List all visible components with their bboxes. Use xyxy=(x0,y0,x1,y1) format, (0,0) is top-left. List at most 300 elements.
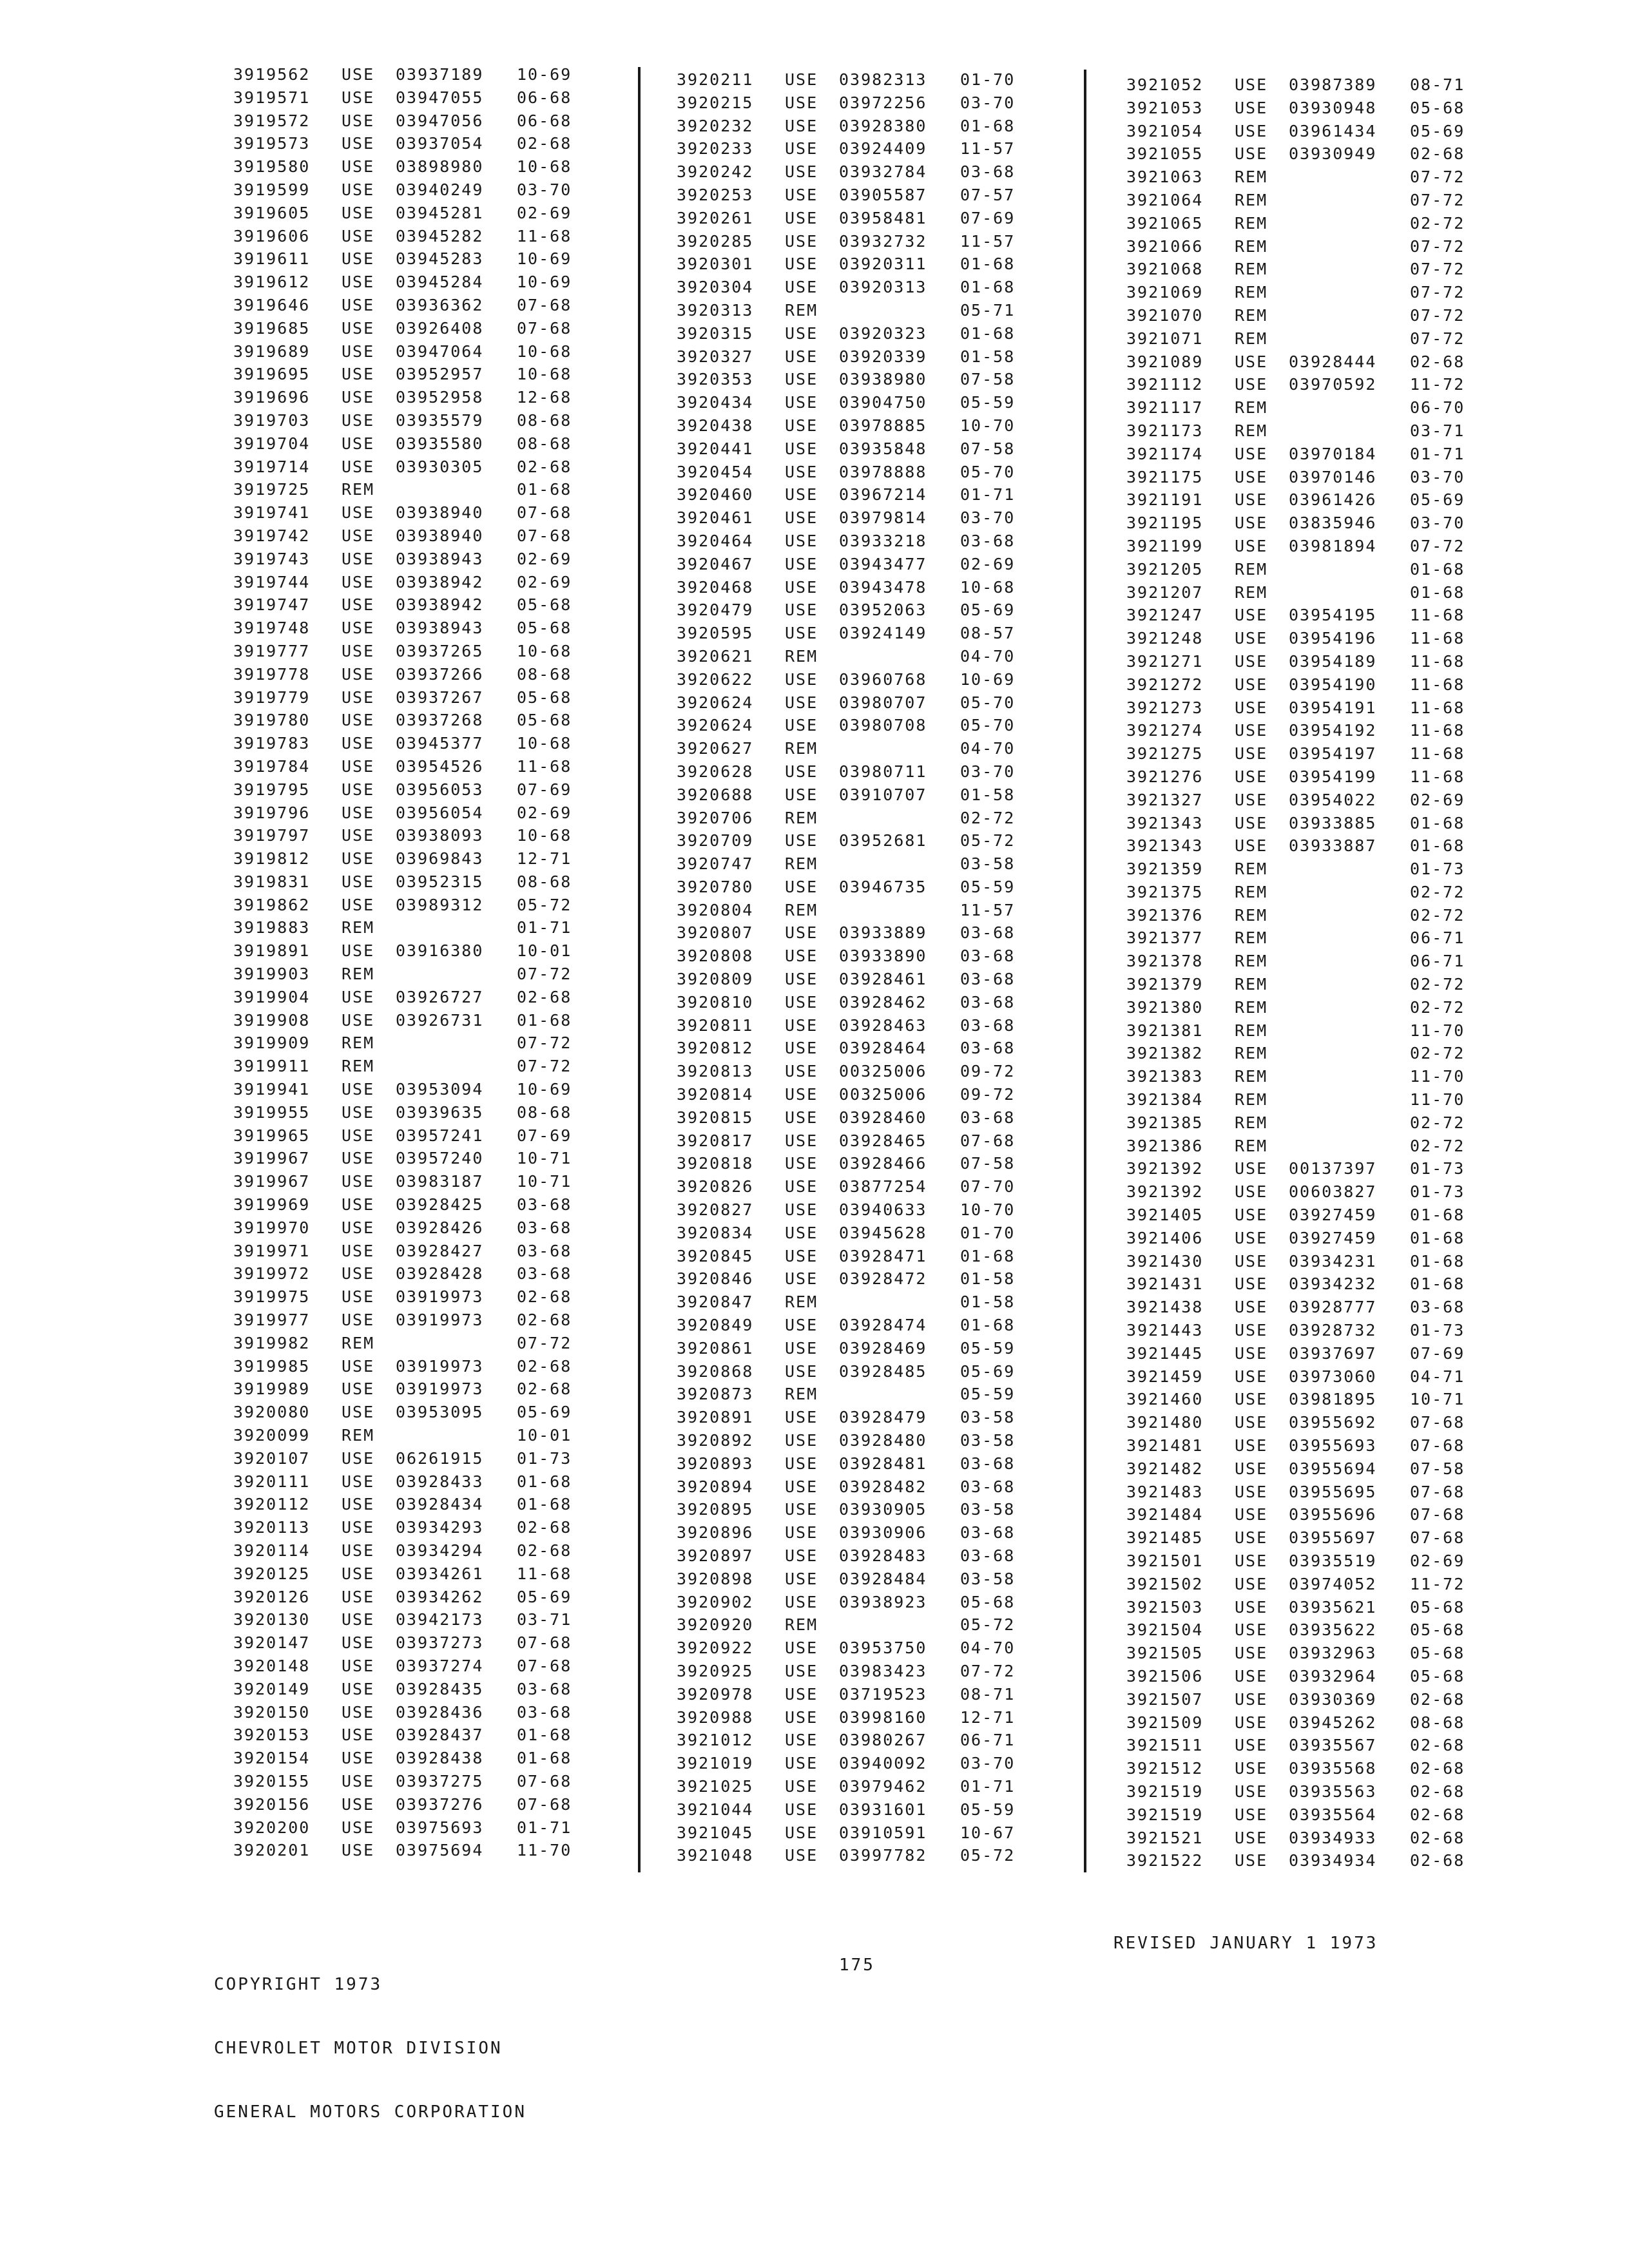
status-code: USE xyxy=(342,1518,375,1537)
part-number: 3920353 xyxy=(677,370,754,389)
part-number: 3921506 xyxy=(1126,1666,1204,1686)
part-number: 3920285 xyxy=(677,231,754,251)
part-row xyxy=(1126,1827,1474,1850)
part-number: 3919883 xyxy=(233,918,311,937)
effective-date: 11-70 xyxy=(1410,1067,1465,1086)
part-number: 3919783 xyxy=(233,734,311,753)
part-row xyxy=(233,1447,581,1470)
part-row xyxy=(677,368,1025,391)
part-row xyxy=(233,110,581,133)
replacement-part-number: 03934934 xyxy=(1289,1851,1377,1870)
part-number: 3919606 xyxy=(233,226,311,245)
replacement-part-number: 03928438 xyxy=(396,1749,484,1768)
effective-date: 01-70 xyxy=(960,70,1016,89)
part-row xyxy=(233,1216,581,1240)
status-code: USE xyxy=(1235,1367,1268,1386)
part-number: 3921271 xyxy=(1126,651,1204,671)
status-code: USE xyxy=(342,457,375,476)
status-code: REM xyxy=(1235,1044,1268,1063)
replacement-part-number: 03938980 xyxy=(839,370,927,389)
replacement-part-number: 03940249 xyxy=(396,180,484,199)
status-code: USE xyxy=(342,780,375,799)
part-number: 3920925 xyxy=(677,1661,754,1680)
part-number: 3919989 xyxy=(233,1379,311,1399)
part-row xyxy=(1126,1365,1474,1389)
effective-date: 10-68 xyxy=(517,641,572,660)
replacement-part-number: 03961426 xyxy=(1289,490,1377,510)
effective-date: 11-68 xyxy=(517,226,572,245)
replacement-part-number: 03974052 xyxy=(1289,1574,1377,1593)
effective-date: 10-69 xyxy=(517,249,572,269)
part-row xyxy=(1126,304,1474,327)
part-row xyxy=(233,1285,581,1309)
status-code: USE xyxy=(1235,1851,1268,1870)
status-code: USE xyxy=(1235,1321,1268,1340)
part-number: 3920441 xyxy=(677,439,754,458)
part-number: 3920125 xyxy=(233,1564,311,1583)
part-number: 3921482 xyxy=(1126,1459,1204,1478)
part-number: 3919985 xyxy=(233,1356,311,1376)
part-row xyxy=(1126,627,1474,650)
part-number: 3921438 xyxy=(1126,1298,1204,1317)
part-row xyxy=(677,899,1025,922)
part-number: 3919977 xyxy=(233,1311,311,1330)
status-code: USE xyxy=(785,831,818,850)
part-row xyxy=(677,299,1025,322)
part-number: 3920898 xyxy=(677,1569,754,1588)
part-number: 3919971 xyxy=(233,1241,311,1260)
part-row xyxy=(677,461,1025,484)
effective-date: 01-71 xyxy=(960,1776,1016,1796)
effective-date: 03-68 xyxy=(517,1195,572,1215)
replacement-part-number: 03930305 xyxy=(396,457,484,476)
effective-date: 02-69 xyxy=(517,549,572,568)
part-number: 3919972 xyxy=(233,1264,311,1283)
status-code: USE xyxy=(342,572,375,591)
status-code: USE xyxy=(342,1172,375,1191)
replacement-part-number: 03955696 xyxy=(1289,1505,1377,1524)
part-number: 3920808 xyxy=(677,947,754,966)
status-code: REM xyxy=(1235,421,1268,440)
effective-date: 02-72 xyxy=(1410,213,1465,233)
part-row xyxy=(1126,1065,1474,1088)
effective-date: 12-68 xyxy=(517,388,572,407)
effective-date: 05-68 xyxy=(517,595,572,615)
replacement-part-number: 03928483 xyxy=(839,1546,927,1565)
status-code: USE xyxy=(342,434,375,453)
part-row xyxy=(677,1083,1025,1106)
effective-date: 01-68 xyxy=(517,480,572,499)
effective-date: 03-70 xyxy=(960,93,1016,112)
part-row xyxy=(233,1032,581,1055)
replacement-part-number: 03928436 xyxy=(396,1702,484,1722)
replacement-part-number: 03952681 xyxy=(839,831,927,850)
status-code: USE xyxy=(342,410,375,430)
status-code: USE xyxy=(1235,767,1268,786)
effective-date: 06-70 xyxy=(1410,398,1465,418)
part-row xyxy=(233,1562,581,1586)
status-code: USE xyxy=(342,1541,375,1560)
part-number: 3921406 xyxy=(1126,1228,1204,1247)
effective-date: 08-68 xyxy=(517,872,572,891)
part-row xyxy=(1126,373,1474,396)
effective-date: 06-71 xyxy=(1410,952,1465,971)
effective-date: 02-72 xyxy=(1410,1044,1465,1063)
part-row xyxy=(1126,1734,1474,1757)
part-row xyxy=(677,968,1025,991)
part-number: 3920253 xyxy=(677,185,754,204)
effective-date: 01-68 xyxy=(517,1472,572,1491)
status-code: USE xyxy=(1235,721,1268,740)
status-code: REM xyxy=(785,1293,818,1312)
part-number: 3920464 xyxy=(677,531,754,550)
status-code: USE xyxy=(785,1776,818,1796)
effective-date: 06-71 xyxy=(1410,928,1465,948)
part-row xyxy=(677,783,1025,807)
part-row xyxy=(233,617,581,640)
part-number: 3919941 xyxy=(233,1080,311,1099)
effective-date: 01-68 xyxy=(960,278,1016,297)
part-row xyxy=(233,1724,581,1747)
replacement-part-number: 03947055 xyxy=(396,88,484,107)
part-row xyxy=(1126,650,1474,673)
replacement-part-number: 03719523 xyxy=(839,1684,927,1704)
part-row xyxy=(677,760,1025,783)
part-row xyxy=(1126,881,1474,904)
part-number: 3920147 xyxy=(233,1633,311,1653)
effective-date: 07-57 xyxy=(960,185,1016,204)
status-code: USE xyxy=(785,462,818,481)
part-row xyxy=(233,1170,581,1193)
division-line: CHEVROLET MOTOR DIVISION xyxy=(214,2039,503,2058)
status-code: USE xyxy=(785,1707,818,1727)
status-code: USE xyxy=(342,1633,375,1653)
status-code: USE xyxy=(342,1264,375,1283)
part-number: 3920809 xyxy=(677,970,754,989)
status-code: USE xyxy=(342,711,375,730)
part-number: 3921380 xyxy=(1126,997,1204,1017)
effective-date: 01-68 xyxy=(1410,1251,1465,1271)
part-row xyxy=(233,225,581,248)
part-row xyxy=(677,1660,1025,1683)
part-number: 3919605 xyxy=(233,203,311,222)
part-row xyxy=(1126,466,1474,489)
part-row xyxy=(677,1360,1025,1383)
status-code: USE xyxy=(1235,1620,1268,1640)
status-code: USE xyxy=(1235,698,1268,717)
part-row xyxy=(677,553,1025,576)
status-code: REM xyxy=(1235,582,1268,602)
part-row xyxy=(677,714,1025,737)
part-number: 3921481 xyxy=(1126,1436,1204,1456)
status-code: USE xyxy=(342,1771,375,1791)
part-row xyxy=(233,524,581,548)
effective-date: 01-71 xyxy=(1410,444,1465,463)
part-row xyxy=(233,1631,581,1655)
part-row xyxy=(1126,1481,1474,1504)
status-code: USE xyxy=(785,116,818,135)
replacement-part-number: 03989312 xyxy=(396,895,484,914)
status-code: REM xyxy=(785,808,818,827)
effective-date: 04-70 xyxy=(960,1639,1016,1658)
effective-date: 08-68 xyxy=(517,1102,572,1122)
part-number: 3919795 xyxy=(233,780,311,799)
status-code: REM xyxy=(785,1385,818,1404)
status-code: USE xyxy=(785,1754,818,1773)
replacement-part-number: 03938943 xyxy=(396,619,484,638)
part-number: 3920148 xyxy=(233,1656,311,1675)
status-code: REM xyxy=(1235,329,1268,348)
replacement-part-number: 03935579 xyxy=(396,410,484,430)
replacement-part-number: 03933887 xyxy=(1289,836,1377,856)
part-row xyxy=(1126,488,1474,512)
replacement-part-number: 03835946 xyxy=(1289,514,1377,533)
part-number: 3919695 xyxy=(233,365,311,384)
status-code: USE xyxy=(342,88,375,107)
replacement-part-number: 03954526 xyxy=(396,756,484,776)
status-code: USE xyxy=(342,756,375,776)
part-row xyxy=(1126,1503,1474,1526)
part-row xyxy=(677,1222,1025,1245)
part-row xyxy=(677,1544,1025,1568)
part-number: 3921459 xyxy=(1126,1367,1204,1386)
effective-date: 08-57 xyxy=(960,624,1016,643)
effective-date: 05-72 xyxy=(960,831,1016,850)
status-code: USE xyxy=(785,323,818,343)
part-number: 3921503 xyxy=(1126,1597,1204,1617)
part-row xyxy=(233,501,581,524)
part-number: 3919779 xyxy=(233,687,311,707)
part-number: 3920988 xyxy=(677,1707,754,1727)
status-code: REM xyxy=(1235,1113,1268,1132)
replacement-part-number: 03978888 xyxy=(839,462,927,481)
replacement-part-number: 03953750 xyxy=(839,1639,927,1658)
replacement-part-number: 03928463 xyxy=(839,1015,927,1035)
replacement-part-number: 03983187 xyxy=(396,1172,484,1191)
replacement-part-number: 00137397 xyxy=(1289,1159,1377,1178)
status-code: USE xyxy=(785,992,818,1012)
part-row xyxy=(233,317,581,340)
replacement-part-number: 03926731 xyxy=(396,1010,484,1030)
part-number: 3921343 xyxy=(1126,836,1204,856)
part-row xyxy=(677,1291,1025,1314)
status-code: USE xyxy=(785,1592,818,1611)
part-row xyxy=(1126,742,1474,765)
replacement-part-number: 03967214 xyxy=(839,485,927,505)
status-code: USE xyxy=(785,1223,818,1242)
part-number: 3920894 xyxy=(677,1477,754,1496)
part-row xyxy=(233,432,581,456)
part-number: 3920112 xyxy=(233,1495,311,1514)
effective-date: 05-59 xyxy=(960,1338,1016,1358)
part-number: 3919908 xyxy=(233,1010,311,1030)
status-code: USE xyxy=(785,1523,818,1542)
part-number: 3921273 xyxy=(1126,698,1204,717)
status-code: USE xyxy=(785,1684,818,1704)
effective-date: 05-69 xyxy=(1410,121,1465,140)
replacement-part-number: 03926408 xyxy=(396,318,484,338)
effective-date: 07-68 xyxy=(1410,1505,1465,1524)
part-number: 3921173 xyxy=(1126,421,1204,440)
part-row xyxy=(1126,558,1474,581)
effective-date: 02-69 xyxy=(517,203,572,222)
replacement-part-number: 03935567 xyxy=(1289,1736,1377,1755)
effective-date: 07-69 xyxy=(517,780,572,799)
effective-date: 01-71 xyxy=(517,918,572,937)
part-row xyxy=(677,1106,1025,1129)
part-row xyxy=(1126,858,1474,881)
effective-date: 02-68 xyxy=(1410,1828,1465,1847)
part-number: 3921483 xyxy=(1126,1482,1204,1501)
part-number: 3921381 xyxy=(1126,1021,1204,1040)
part-row xyxy=(233,247,581,271)
part-row xyxy=(1126,351,1474,374)
status-code: USE xyxy=(342,1356,375,1376)
part-row xyxy=(233,271,581,294)
part-row xyxy=(233,1355,581,1378)
part-number: 3921405 xyxy=(1126,1206,1204,1225)
replacement-part-number: 03905587 xyxy=(839,185,927,204)
status-code: USE xyxy=(785,1408,818,1427)
replacement-part-number: 03954191 xyxy=(1289,698,1377,717)
part-row xyxy=(233,1262,581,1285)
replacement-part-number: 03934231 xyxy=(1289,1251,1377,1271)
replacement-part-number: 03938940 xyxy=(396,526,484,545)
status-code: USE xyxy=(342,1195,375,1215)
part-number: 3919797 xyxy=(233,826,311,845)
status-code: USE xyxy=(785,1661,818,1680)
status-code: USE xyxy=(1235,1736,1268,1755)
effective-date: 01-68 xyxy=(960,323,1016,343)
status-code: USE xyxy=(785,669,818,689)
part-row xyxy=(233,824,581,847)
replacement-part-number: 03938923 xyxy=(839,1592,927,1611)
part-number: 3920895 xyxy=(677,1500,754,1519)
status-code: USE xyxy=(1235,813,1268,832)
replacement-part-number: 03928472 xyxy=(839,1269,927,1289)
part-row xyxy=(677,160,1025,184)
status-code: USE xyxy=(342,1818,375,1837)
status-code: REM xyxy=(785,739,818,758)
status-code: USE xyxy=(785,1338,818,1358)
part-row xyxy=(233,155,581,178)
status-code: USE xyxy=(785,485,818,505)
status-code: USE xyxy=(342,619,375,638)
part-number: 3920891 xyxy=(677,1408,754,1427)
effective-date: 08-71 xyxy=(1410,75,1465,94)
effective-date: 03-68 xyxy=(960,1454,1016,1473)
effective-date: 10-68 xyxy=(517,826,572,845)
effective-date: 10-71 xyxy=(517,1172,572,1191)
part-row xyxy=(1126,512,1474,535)
replacement-part-number: 03932963 xyxy=(1289,1644,1377,1663)
part-row xyxy=(233,63,581,86)
part-row xyxy=(233,294,581,317)
effective-date: 05-69 xyxy=(517,1403,572,1422)
replacement-part-number: 03954199 xyxy=(1289,767,1377,786)
status-code: REM xyxy=(342,1057,375,1076)
part-number: 3920313 xyxy=(677,300,754,320)
part-number: 3919796 xyxy=(233,803,311,822)
status-code: USE xyxy=(785,393,818,412)
part-number: 3919611 xyxy=(233,249,311,269)
part-number: 3920154 xyxy=(233,1749,311,1768)
part-row xyxy=(1126,1526,1474,1550)
part-row xyxy=(233,894,581,917)
status-code: REM xyxy=(1235,190,1268,209)
part-number: 3919714 xyxy=(233,457,311,476)
effective-date: 05-72 xyxy=(517,895,572,914)
part-number: 3921191 xyxy=(1126,490,1204,510)
part-number: 3921519 xyxy=(1126,1782,1204,1801)
part-row xyxy=(233,1839,581,1862)
replacement-part-number: 03928427 xyxy=(396,1241,484,1260)
effective-date: 10-69 xyxy=(960,669,1016,689)
replacement-part-number: 03935621 xyxy=(1289,1597,1377,1617)
part-row xyxy=(677,645,1025,668)
part-row xyxy=(1126,927,1474,950)
part-row xyxy=(1126,1550,1474,1573)
part-row xyxy=(233,593,581,617)
part-number: 3921048 xyxy=(677,1846,754,1865)
part-number: 3920747 xyxy=(677,854,754,874)
status-code: USE xyxy=(785,347,818,366)
status-code: USE xyxy=(1235,1828,1268,1847)
part-row xyxy=(233,1147,581,1170)
replacement-part-number: 03919973 xyxy=(396,1356,484,1376)
part-row xyxy=(677,91,1025,115)
status-code: USE xyxy=(342,1679,375,1698)
status-code: USE xyxy=(1235,1436,1268,1456)
effective-date: 01-58 xyxy=(960,1293,1016,1312)
status-code: REM xyxy=(1235,860,1268,879)
effective-date: 03-70 xyxy=(1410,467,1465,486)
replacement-part-number: 03934294 xyxy=(396,1541,484,1560)
status-code: USE xyxy=(342,1794,375,1814)
replacement-part-number: 03979814 xyxy=(839,508,927,528)
part-row xyxy=(677,1475,1025,1499)
part-row xyxy=(233,1378,581,1401)
effective-date: 02-68 xyxy=(1410,144,1465,164)
part-number: 3919580 xyxy=(233,157,311,177)
status-code: USE xyxy=(1235,651,1268,671)
part-row xyxy=(233,939,581,963)
status-code: USE xyxy=(785,947,818,966)
part-number: 3919911 xyxy=(233,1057,311,1076)
status-code: USE xyxy=(1235,1713,1268,1732)
part-row xyxy=(1126,396,1474,419)
part-row xyxy=(233,363,581,386)
replacement-part-number: 03973060 xyxy=(1289,1367,1377,1386)
part-number: 3920706 xyxy=(677,808,754,827)
effective-date: 01-68 xyxy=(960,1246,1016,1265)
effective-date: 02-68 xyxy=(1410,1851,1465,1870)
part-row xyxy=(233,340,581,363)
part-number: 3921327 xyxy=(1126,790,1204,809)
replacement-part-number: 03924409 xyxy=(839,139,927,159)
replacement-part-number: 03928469 xyxy=(839,1338,927,1358)
status-code: USE xyxy=(1235,75,1268,94)
part-row xyxy=(233,1770,581,1793)
effective-date: 10-68 xyxy=(517,365,572,384)
effective-date: 03-58 xyxy=(960,854,1016,874)
effective-date: 02-68 xyxy=(1410,1805,1465,1824)
part-number: 3919748 xyxy=(233,619,311,638)
part-number: 3920468 xyxy=(677,577,754,597)
part-number: 3921012 xyxy=(677,1731,754,1750)
effective-date: 03-58 xyxy=(960,1431,1016,1450)
status-code: USE xyxy=(342,1218,375,1237)
